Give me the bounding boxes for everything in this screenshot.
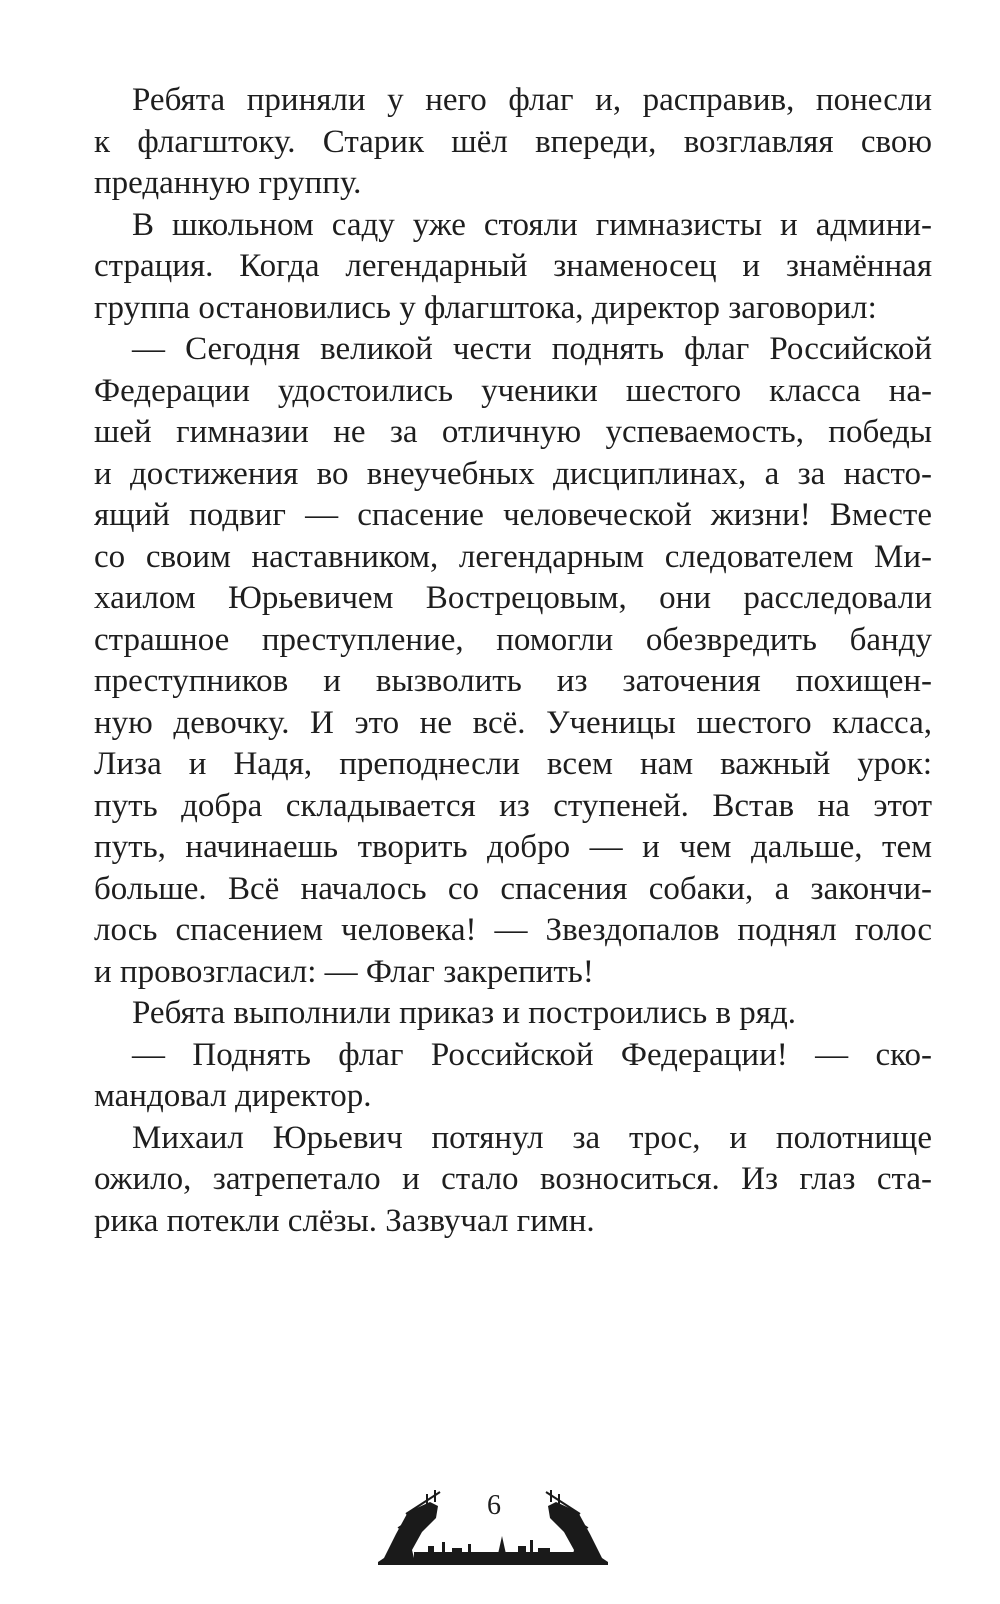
text-line: путь, начинаешь творить добро — и чем дальше, тем — [94, 829, 932, 865]
text-line: Лиза и Надя, преподнесли всем нам важный урок: — [94, 746, 932, 782]
text-line: преданную группу. — [94, 165, 362, 201]
text-line: — Сегодня великой чести поднять флаг Российской — [132, 331, 932, 367]
text-line: и провозгласил: — Флаг закрепить! — [94, 953, 594, 990]
skyline — [414, 1536, 574, 1562]
text-line: лось спасением человека! — Звездопалов поднял голос — [94, 912, 932, 948]
text-line: рика потекли слёзы. Зазвучал гимн. — [94, 1202, 595, 1239]
text-line: со своим наставником, легендарным следователем Ми- — [94, 538, 932, 575]
text-line: преступников и вызволить из заточения похищен- — [94, 663, 932, 699]
text-line: ожило, затрепетало и стало возноситься. Из глаз ста- — [94, 1161, 932, 1197]
text-line: Ребята приняли у него флаг и, расправив, понесли — [132, 82, 932, 118]
text-line: и достижения во внеучебных дисциплинах, а за насто- — [94, 455, 932, 492]
text-line: мандовал директор. — [94, 1078, 372, 1114]
text-line: путь добра складывается из ступеней. Встав на этот — [94, 787, 932, 824]
text-line: больше. Всё началось со спасения собаки, а закончи- — [94, 870, 932, 907]
right-bridge-span — [546, 1490, 608, 1562]
body-text — [94, 80, 932, 1242]
text-line: группа остановились у флагштока, директор заговорил: — [94, 289, 877, 326]
text-line: Ребята выполнили приказ и построились в ряд. — [132, 995, 797, 1031]
text-line: хаилом Юрьевичем Вострецовым, они расследовали — [94, 580, 932, 616]
text-line: страция. Когда легендарный знаменосец и знамённая — [94, 248, 932, 284]
text-line: ящий подвиг — спасение человеческой жизни! Вместе — [94, 497, 932, 533]
text-line: Михаил Юрьевич потянул за трос, и полотнище — [132, 1119, 932, 1156]
text-line: шей гимназии не за отличную успеваемость, победы — [94, 414, 932, 450]
text-line: Федерации удостоились ученики шестого класса на- — [94, 372, 932, 409]
page-number: 6 — [487, 1490, 501, 1521]
text-line: В школьном саду уже стояли гимназисты и админи- — [132, 206, 932, 243]
text-line: страшное преступление, помогли обезвредить банду — [94, 621, 932, 658]
text-line: ную девочку. И это не всё. Ученицы шестого класса, — [94, 704, 932, 741]
text-line: — Поднять флаг Российской Федерации! — ско- — [132, 1036, 932, 1073]
text-line: к флагштоку. Старик шёл впереди, возглавляя свою — [94, 123, 932, 160]
